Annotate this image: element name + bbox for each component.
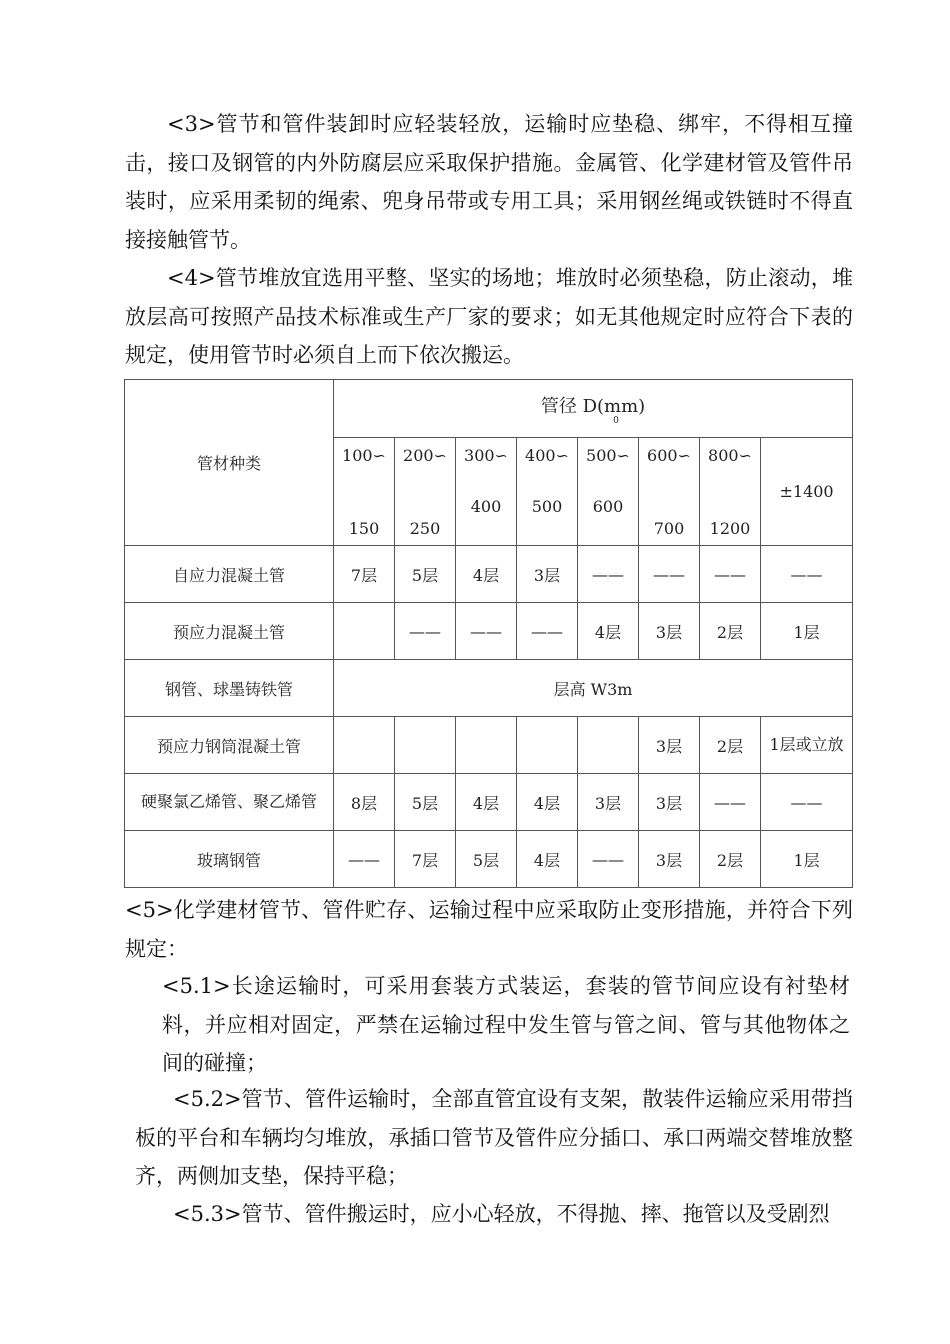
table-cell: —— (578, 831, 639, 888)
table-cell: 8层 (334, 774, 395, 831)
table-cell: 2层 (700, 831, 761, 888)
diameter-header (334, 380, 853, 438)
table-cell: —— (517, 603, 578, 660)
table-cell: 3层 (517, 546, 578, 603)
size-bottom: 1200 (709, 518, 751, 538)
table-row (125, 831, 853, 888)
table-cell: 5层 (395, 546, 456, 603)
table-cell: 3层 (639, 603, 700, 660)
size-bottom: 500 (531, 496, 563, 516)
table-cell (334, 717, 395, 774)
table-cell (334, 603, 395, 660)
paragraph-4: <4>管节堆放宜选用平整、坚实的场地；堆放时必须垫稳，防止滚动，堆放层高可按照产品技术标准或生产厂家的要求；如无其他规定时应符合下表的规定，使用管节时必须自上而下依次搬运。 (125, 266, 853, 367)
table-cell (517, 717, 578, 774)
paragraph-3: <3>管节和管件装卸时应轻装轻放，运输时应垫稳、绑牢，不得相互撞击，接口及钢管的内外防腐层应采取保护措施。金属管、化学建材管及管件吊装时，应采用柔韧的绳索、兜身吊带或专用工具；采用钢丝绳或铁链时不得直接接触管节。 (125, 112, 853, 252)
diameter-subscript: 0 (613, 415, 619, 426)
table-row (125, 774, 853, 831)
size-cell (334, 438, 395, 546)
table-cell: —— (334, 831, 395, 888)
diameter-header-label: 管径 D(mm) (540, 395, 646, 417)
table-cell: —— (761, 774, 853, 831)
size-top: 600∽ (647, 445, 691, 465)
table-cell (578, 717, 639, 774)
pipe-type-cell: 自应力混凝土管 (125, 546, 334, 603)
table-cell: 7层 (334, 546, 395, 603)
size-top: 200∽ (403, 445, 447, 465)
pipe-stacking-table (124, 379, 853, 888)
size-cell (578, 438, 639, 546)
table-cell: —— (395, 603, 456, 660)
paragraph-5-3: <5.3>管节、管件搬运时，应小心轻放，不得抛、摔、拖管以及受剧烈 (173, 1202, 830, 1226)
size-cell (761, 438, 853, 546)
table-cell: 3层 (639, 717, 700, 774)
table-cell: —— (700, 774, 761, 831)
table-cell: 4层 (578, 603, 639, 660)
table-cell: 4层 (456, 546, 517, 603)
size-cell (639, 438, 700, 546)
pipe-type-cell: 预应力混凝土管 (125, 603, 334, 660)
table-cell: —— (456, 603, 517, 660)
table-cell: 4层 (456, 774, 517, 831)
table-cell: 3层 (578, 774, 639, 831)
size-cell (517, 438, 578, 546)
paragraph-5-1: <5.1>长途运输时，可采用套装方式装运，套装的管节间应设有衬垫材料，并应相对固定，严禁在运输过程中发生管与管之间、管与其他物体之间的碰撞； (162, 974, 850, 1075)
table-cell: 3层 (639, 831, 700, 888)
size-top: 500∽ (586, 445, 630, 465)
size-bottom: 150 (348, 518, 380, 538)
table-cell: 5层 (395, 774, 456, 831)
table-cell: 7层 (395, 831, 456, 888)
pipe-type-cell: 硬聚氯乙烯管、聚乙烯管 (125, 774, 334, 831)
pipe-type-cell: 钢管、球墨铸铁管 (125, 660, 334, 717)
table-cell: 1层或立放 (761, 717, 853, 774)
size-cell (700, 438, 761, 546)
table-cell (456, 717, 517, 774)
table-cell: 3层 (639, 774, 700, 831)
table-row (125, 603, 853, 660)
size-bottom: 250 (409, 518, 441, 538)
size-top: ±1400 (779, 481, 834, 501)
size-top: 800∽ (708, 445, 752, 465)
size-bottom: 400 (470, 496, 502, 516)
table-cell: 4层 (517, 831, 578, 888)
pipe-type-header: 管材种类 (125, 380, 334, 546)
table-cell: 2层 (700, 603, 761, 660)
size-top: 300∽ (464, 445, 508, 465)
merged-cell: 层高 W3m (334, 660, 853, 717)
size-bottom: 600 (592, 496, 624, 516)
table-cell: —— (639, 546, 700, 603)
table-cell: 2层 (700, 717, 761, 774)
paragraph-5-2: <5.2>管节、管件运输时，全部直管宜设有支架，散装件运输应采用带挡板的平台和车辆均匀堆放，承插口管节及管件应分插口、承口两端交替堆放整齐，两侧加支垫，保持平稳； (135, 1087, 853, 1188)
size-cell (395, 438, 456, 546)
table-cell: —— (700, 546, 761, 603)
pipe-type-cell: 玻璃钢管 (125, 831, 334, 888)
table-cell (395, 717, 456, 774)
table-row (125, 660, 853, 717)
table-cell: 1层 (761, 831, 853, 888)
size-bottom: 700 (653, 518, 685, 538)
table-cell: 1层 (761, 603, 853, 660)
size-top: 100∽ (342, 445, 386, 465)
paragraph-5: <5>化学建材管节、管件贮存、运输过程中应采取防止变形措施，并符合下列规定： (125, 898, 853, 961)
size-cell (456, 438, 517, 546)
table-cell: —— (578, 546, 639, 603)
table-cell: 4层 (517, 774, 578, 831)
size-top: 400∽ (525, 445, 569, 465)
table-cell: —— (761, 546, 853, 603)
table-cell: 5层 (456, 831, 517, 888)
table-row (125, 717, 853, 774)
table-row (125, 546, 853, 603)
pipe-type-cell: 预应力钢筒混凝土管 (125, 717, 334, 774)
